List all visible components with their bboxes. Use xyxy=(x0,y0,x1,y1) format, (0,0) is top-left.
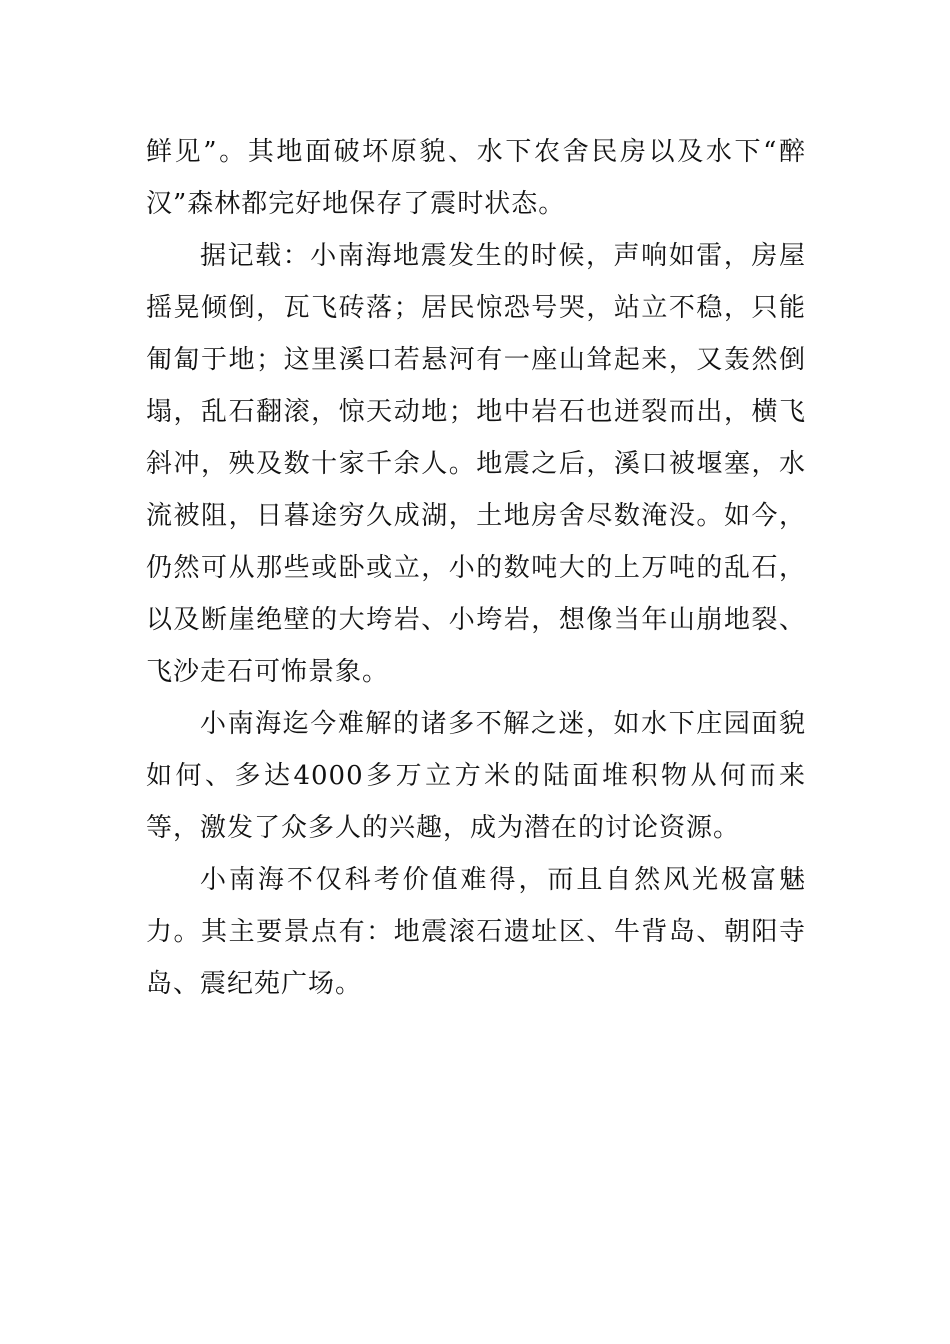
paragraph-continuation: 鲜见”。其地面破坏原貌、水下农舍民房以及水下“醉汉”森林都完好地保存了震时状态。 xyxy=(146,137,806,219)
paragraph-earthquake-record: 据记载：小南海地震发生的时候，声响如雷，房屋摇晃倾倒，瓦飞砖落；居民惊恐号哭，站立不稳，只能匍匐于地；这里溪口若悬河有一座山耸起来，又轰然倒塌，乱石翻滚，惊天动地；地中岩石也迸裂而出，横飞斜冲，殃及数十家千余人。地震之后，溪口被堰塞，水流被阻，日暮途穷久成湖，土地房舍尽数淹没。如今，仍然可从那些或卧或立，小的数吨大的上万吨的乱石，以及断崖绝壁的大垮岩、小垮岩，想像当年山崩地裂、飞沙走石可怖景象。 xyxy=(146,241,806,687)
document-body xyxy=(146,126,806,1010)
paragraph-mysteries: 小南海迄今难解的诸多不解之迷，如水下庄园面貌如何、多达4000多万立方米的陆面堆积物从何而来等，激发了众多人的兴趣，成为潜在的讨论资源。 xyxy=(146,709,806,843)
paragraph-scenic-spots: 小南海不仅科考价值难得，而且自然风光极富魅力。其主要景点有：地震滚石遗址区、牛背岛、朝阳寺岛、震纪苑广场。 xyxy=(146,865,806,999)
